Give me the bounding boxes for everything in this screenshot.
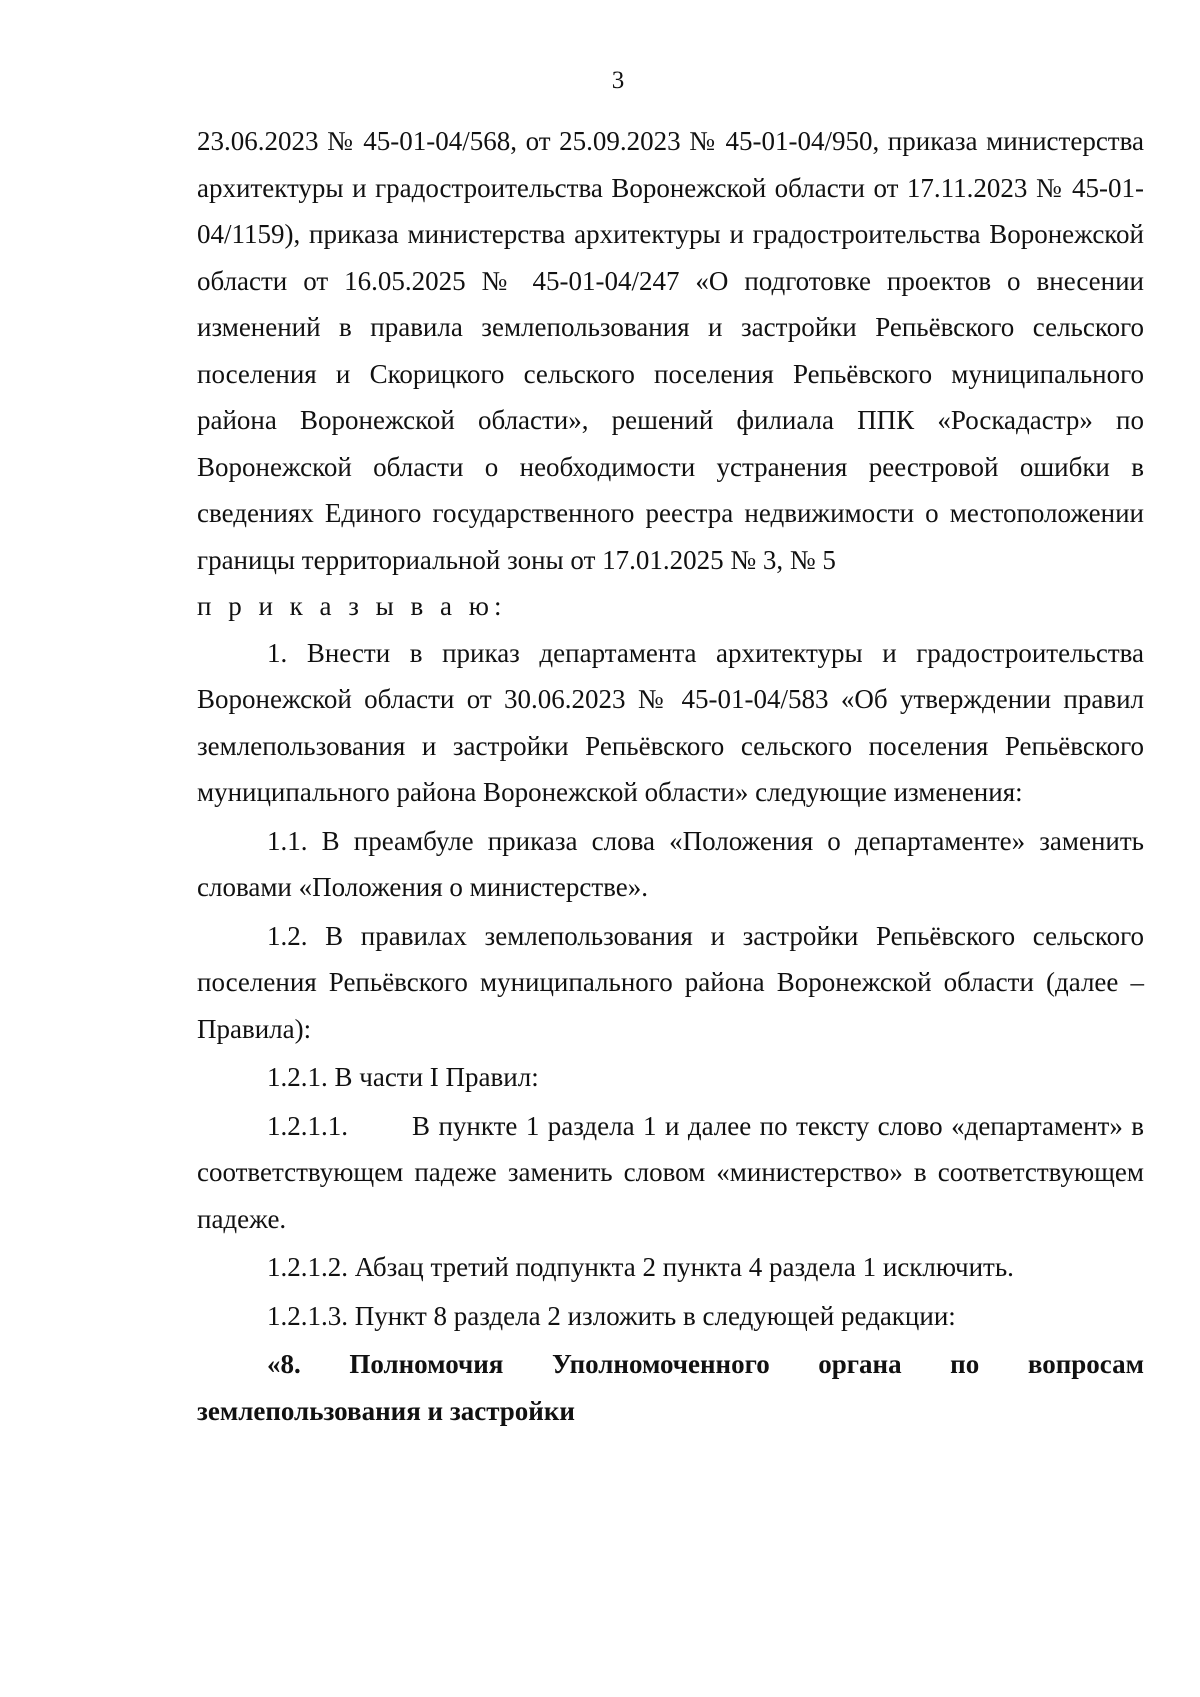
item-number: 1.2.1.1. [267, 1110, 348, 1141]
paragraph-item-1-2: 1.2. В правилах землепользования и застройки Репьёвского сельского поселения Репьёвского муниципального района Воронежской области (далее – Правила): [197, 920, 1144, 1044]
paragraph-order: п р и к а з ы в а ю: [197, 591, 507, 621]
page-number: 3 [611, 67, 625, 94]
document-body [197, 118, 1144, 1434]
paragraph-item-1-2-1-3: 1.2.1.3. Пункт 8 раздела 2 изложить в следующей редакции: [267, 1300, 956, 1331]
paragraph-item-1-2-1-2: 1.2.1.2. Абзац третий подпункта 2 пункта 4 раздела 1 исключить. [267, 1252, 1014, 1282]
paragraph-item-1-2-1-1 [197, 1103, 1144, 1243]
paragraph-item-1-2-1: 1.2.1. В части I Правил: [267, 1062, 539, 1092]
paragraph-intro: 23.06.2023 № 45-01-04/568, от 25.09.2023 № 45-01-04/950, приказа министерства архитектуры и градостроительства Воронежской области от 17.11.2023 № 45-01-04/1159), приказа министерства архитектуры и градостроительства Воронежской области от 16.05.2025 № 45-01-04/247 «О подготовке проектов о внесении изменений в правила землепользования и застройки Репьёвского сельского поселения и Скорицкого сельского поселения Репьёвского муниципального района Воронежской области», решений филиала ППК «Роскадастр» по Воронежской области о необходимости устранения реестровой ошибки в сведениях Единого государственного реестра недвижимости о местоположении границы территориальной зоны от 17.01.2025 № 3, № 5 [197, 126, 1144, 575]
paragraph-item-1: 1. Внести в приказ департамента архитектуры и градостроительства Воронежской области от 30.06.2023 № 45-01-04/583 «Об утверждении правил землепользования и застройки Репьёвского сельского поселения Репьёвского муниципального района Воронежской области» следующие изменения: [197, 637, 1144, 807]
paragraph-item-1-1: 1.1. В преамбуле приказа слова «Положения о департаменте» заменить словами «Положения о министерстве». [197, 825, 1144, 902]
item-text: В пункте 1 раздела 1 и далее по тексту слово «департамент» в соответствующем падеже заменить словом «министерство» в соответствующем падеже. [197, 1110, 1144, 1234]
section-heading-8: «8. Полномочия Уполномоченного органа по вопросам землепользования и застройки [197, 1349, 1144, 1426]
